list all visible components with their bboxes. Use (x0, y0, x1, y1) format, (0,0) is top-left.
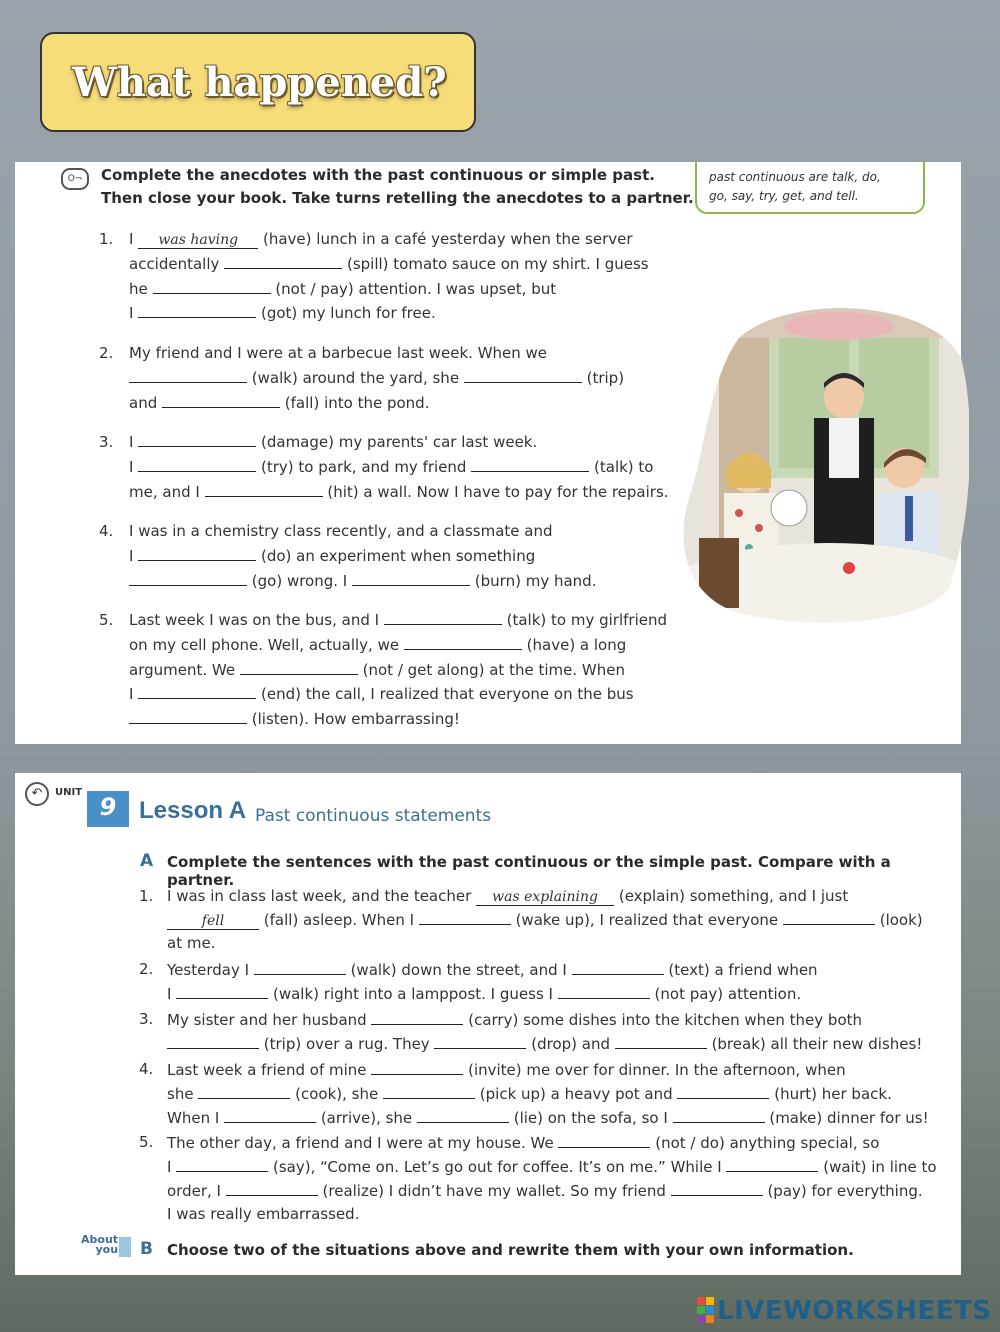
answer-blank[interactable] (226, 1179, 318, 1196)
answer-blank[interactable] (138, 301, 256, 318)
answer-blank[interactable] (726, 1155, 818, 1172)
restaurant-illustration (679, 298, 969, 628)
lesson-title: Lesson A (139, 797, 247, 824)
answer-blank[interactable] (138, 682, 256, 699)
exercise-item: 3. My sister and her husband (carry) some dishes into the kitchen when they both (trip) over a rug. They (drop) and (break) all their new dishes! (139, 1010, 923, 1053)
answer-blank[interactable] (138, 544, 256, 561)
answer-blank[interactable] (558, 1131, 650, 1148)
answer-blank[interactable] (129, 569, 247, 586)
answer-blank[interactable] (224, 1106, 316, 1123)
answer-blank[interactable] (129, 707, 247, 724)
answer-blank[interactable] (240, 658, 358, 675)
answer-blank[interactable] (572, 958, 664, 975)
item-number: 5. (139, 1133, 154, 1151)
exercise-item: 4. Last week a friend of mine (invite) me over for dinner. In the afternoon, when she (cook), she (pick up) a heavy pot and (hurt) her back. When I (arrive), she (lie) on the sofa, so I (make) dinner for us! (139, 1060, 929, 1127)
answer-blank[interactable] (464, 366, 582, 383)
item-number: 1. (99, 230, 114, 248)
answer-blank[interactable] (254, 958, 346, 975)
answer-blank[interactable] (384, 608, 502, 625)
about-you-bar (119, 1237, 131, 1257)
unit-number: 9 (87, 791, 129, 823)
answer-blank[interactable] (615, 1032, 707, 1049)
answer-blank[interactable] (138, 455, 256, 472)
answer-blank[interactable] (129, 366, 247, 383)
answer-blank[interactable] (224, 252, 342, 269)
answer-blank[interactable] (371, 1008, 463, 1025)
answer-blank[interactable] (673, 1106, 765, 1123)
exercise-item: 5. Last week I was on the bus, and I (talk) to my girlfriend on my cell phone. Well, actually, we (have) a long argument. We (not / get along) at the time. When I (end) the call, I realized that everyone on the bus (listen). How embarrassing! (129, 608, 667, 732)
instruction-line: Complete the anecdotes with the past continuous or simple past. (101, 166, 655, 184)
item-number: 5. (99, 611, 114, 629)
section-instruction: Choose two of the situations above and rewrite them with your own information. (167, 1241, 854, 1259)
unit-underline (87, 823, 129, 827)
instruction-line: Then close your book. Take turns retelling the anecdotes to a partner. (101, 189, 694, 207)
answer-blank[interactable] (176, 1155, 268, 1172)
answer-blank[interactable] (198, 1082, 290, 1099)
exercise-item: 1. I was having (have) lunch in a café yesterday when the server accidentally (spill) tomato sauce on my shirt. I guess he (not / pay) attention. I was upset, but I (got) my lunch for free. (129, 227, 649, 326)
section-letter: A (140, 851, 154, 871)
tip-box (695, 162, 925, 214)
answer-blank[interactable] (558, 982, 650, 999)
exercise-item: 3. I (damage) my parents' car last week. I (try) to park, and my friend (talk) to me, and I (hit) a wall. Now I have to pay for the repairs. (129, 430, 669, 504)
answer-blank[interactable] (205, 480, 323, 497)
worksheet-panel-anecdotes (15, 162, 961, 744)
back-arrow-icon[interactable]: ↶ (25, 782, 49, 806)
answer-blank[interactable] (167, 1032, 259, 1049)
item-number: 1. (139, 887, 154, 905)
item-number: 3. (139, 1010, 154, 1028)
answer-key-icon: O¬ (61, 168, 89, 190)
answer-blank[interactable] (417, 1106, 509, 1123)
example-answer: fell (167, 913, 259, 930)
answer-blank[interactable] (162, 391, 280, 408)
item-number: 2. (99, 344, 114, 362)
answer-blank[interactable] (434, 1032, 526, 1049)
answer-blank[interactable] (677, 1082, 769, 1099)
item-number: 4. (99, 522, 114, 540)
example-answer: was having (138, 232, 258, 249)
liveworksheets-watermark (697, 1296, 992, 1326)
exercise-item: 4. I was in a chemistry class recently, and a classmate and I (do) an experiment when something (go) wrong. I (burn) my hand. (129, 519, 596, 593)
answer-blank[interactable] (783, 908, 875, 925)
exercise-item: 2. My friend and I were at a barbecue last week. When we (walk) around the yard, she (trip) and (fall) into the pond. (129, 341, 624, 415)
tip-line: past continuous are talk, do, (709, 170, 881, 184)
page-title-box (40, 32, 476, 132)
lesson-subtitle: Past continuous statements (255, 806, 492, 826)
worksheet-panel-lesson-a (15, 773, 961, 1275)
watermark-text: LIVEWORKSHEETS (717, 1296, 992, 1326)
answer-blank[interactable] (383, 1082, 475, 1099)
answer-blank[interactable] (404, 633, 522, 650)
instruction (101, 164, 694, 210)
exercise-item: 1. I was in class last week, and the teacher was explaining (explain) something, and I just fell (fall) asleep. When I (wake up), I realized that everyone (look) at me. (139, 887, 923, 952)
answer-blank[interactable] (138, 430, 256, 447)
item-number: 3. (99, 433, 114, 451)
about-you-label: About you (81, 1233, 119, 1256)
section-letter: B (140, 1239, 153, 1259)
exercise-item: 5. The other day, a friend and I were at my house. We (not / do) anything special, so I (say), “Come on. Let’s go out for coffee. It’s on me.” While I (wait) in line to order, I (realize) I didn’t have my wallet. So my friend (pay) for everything. I was really embarrassed. (139, 1133, 937, 1223)
liveworksheets-logo-icon (697, 1297, 715, 1323)
answer-blank[interactable] (471, 455, 589, 472)
exercise-item: 2. Yesterday I (walk) down the street, and I (text) a friend when I (walk) right into a lamppost. I guess I (not pay) attention. (139, 960, 818, 1003)
answer-blank[interactable] (371, 1058, 463, 1075)
answer-blank[interactable] (671, 1179, 763, 1196)
tip-line: go, say, try, get, and tell. (709, 189, 859, 203)
example-answer: was explaining (476, 889, 614, 906)
item-number: 4. (139, 1060, 154, 1078)
answer-blank[interactable] (153, 277, 271, 294)
answer-blank[interactable] (176, 982, 268, 999)
page-title: What happened? (72, 58, 447, 106)
answer-blank[interactable] (419, 908, 511, 925)
unit-label: UNIT (55, 787, 83, 798)
section-instruction: Complete the sentences with the past continuous or the simple past. Compare with a partner. (167, 853, 891, 889)
item-number: 2. (139, 960, 154, 978)
answer-blank[interactable] (352, 569, 470, 586)
